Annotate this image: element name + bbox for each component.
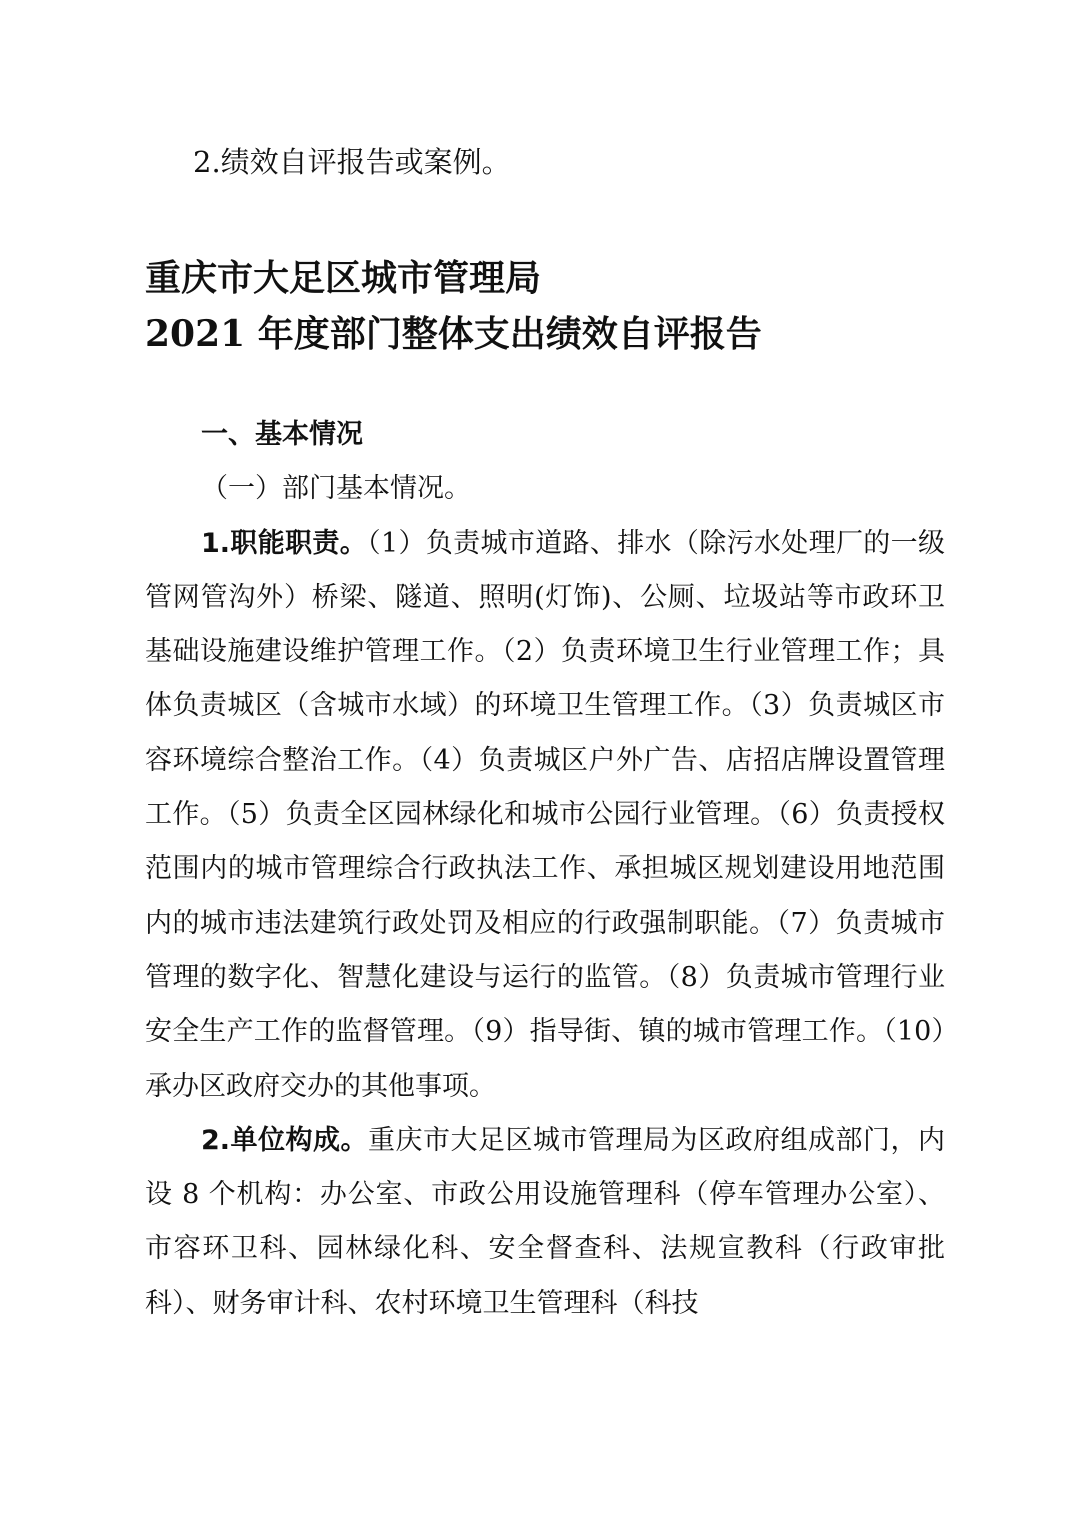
report-body — [145, 408, 945, 1331]
paragraph-duties-lead: 1.职能职责。 — [201, 527, 368, 559]
intro-line: 2.绩效自评报告或案例。 — [193, 145, 511, 179]
report-title-line-1: 重庆市大足区城市管理局 — [145, 257, 542, 299]
paragraph-composition-text: 重庆市大足区城市管理局为区政府组成部门，内设 8 个机构：办公室、市政公用设施管理科（停车管理办公室）、市容环卫科、园林绿化科、安全督查科、法规宣教科（行政审批科）、财务审计科、农村环境卫生管理科（科技 — [145, 1124, 946, 1319]
report-title-line-2: 2021 年度部门整体支出绩效自评报告 — [145, 313, 762, 355]
paragraph-composition — [145, 1114, 945, 1331]
paragraph-duties-text: （1）负责城市道路、排水（除污水处理厂的一级管网管沟外）桥梁、隧道、照明(灯饰)、公厕、垃圾站等市政环卫基础设施建设维护管理工作。（2）负责环境卫生行业管理工作；具体负责城区（含城市水域）的环境卫生管理工作。（3）负责城区市容环境综合整治工作。（4）负责城区户外广告、店招店牌设置管理工作。（5）负责全区园林绿化和城市公园行业管理。（6）负责授权范围内的城市管理综合行政执法工作、承担城区规划建设用地范围内的城市违法建筑行政处罚及相应的行政强制职能。（7）负责城市管理的数字化、智慧化建设与运行的监管。（8）负责城市管理行业安全生产工作的监督管理。（9）指导街、镇的城市管理工作。（10）承办区政府交办的其他事项。 — [145, 527, 945, 1102]
paragraph-composition-lead: 2.单位构成。 — [201, 1124, 369, 1156]
report-title — [145, 250, 762, 362]
paragraph-duties — [145, 517, 945, 1114]
subsection-heading: （一）部门基本情况。 — [201, 473, 471, 505]
section-heading: 一、基本情况 — [201, 419, 363, 450]
